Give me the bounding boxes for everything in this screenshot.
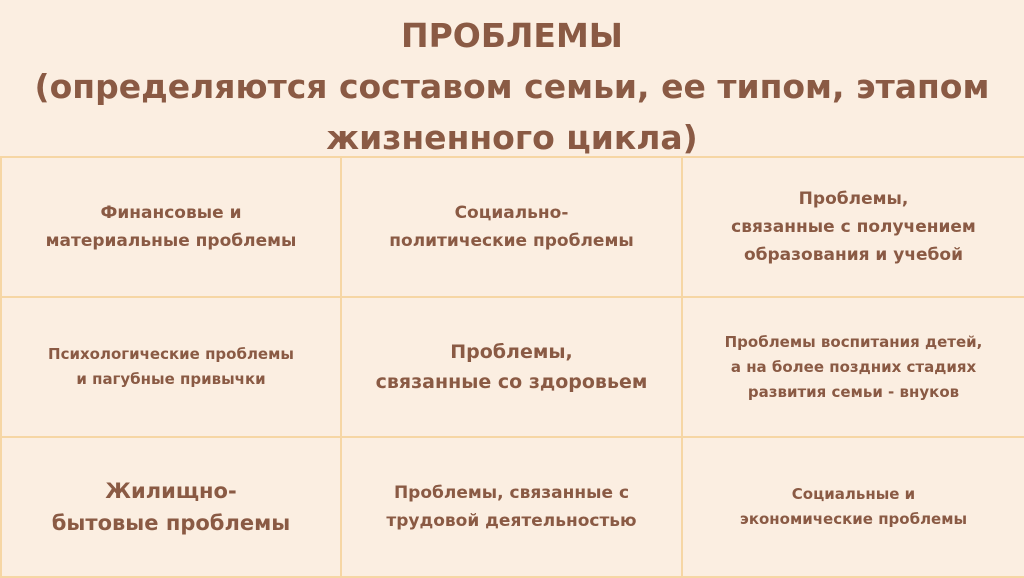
cell-health-problems: Проблемы, связанные со здоровьем xyxy=(342,298,683,438)
cell-sociopolitical-problems: Социально- политические проблемы xyxy=(342,158,683,298)
page-title xyxy=(0,10,1024,163)
cell-housing-problems: Жилищно- бытовые проблемы xyxy=(0,438,342,578)
cell-financial-problems: Финансовые и материальные проблемы xyxy=(0,158,342,298)
cell-upbringing-problems: Проблемы воспитания детей, а на более поздних стадиях развития семьи - внуков xyxy=(683,298,1024,438)
cell-education-problems: Проблемы, связанные с получением образования и учебой xyxy=(683,158,1024,298)
title-line-1: ПРОБЛЕМЫ xyxy=(401,16,623,55)
problems-table xyxy=(0,156,1024,576)
title-line-2: (определяются составом семьи, ее типом, этапом xyxy=(34,67,990,106)
title-line-3: жизненного цикла) xyxy=(326,118,698,157)
cell-psychological-problems: Психологические проблемы и пагубные привычки xyxy=(0,298,342,438)
cell-socioeconomic-problems: Социальные и экономические проблемы xyxy=(683,438,1024,578)
cell-work-problems: Проблемы, связанные с трудовой деятельностью xyxy=(342,438,683,578)
